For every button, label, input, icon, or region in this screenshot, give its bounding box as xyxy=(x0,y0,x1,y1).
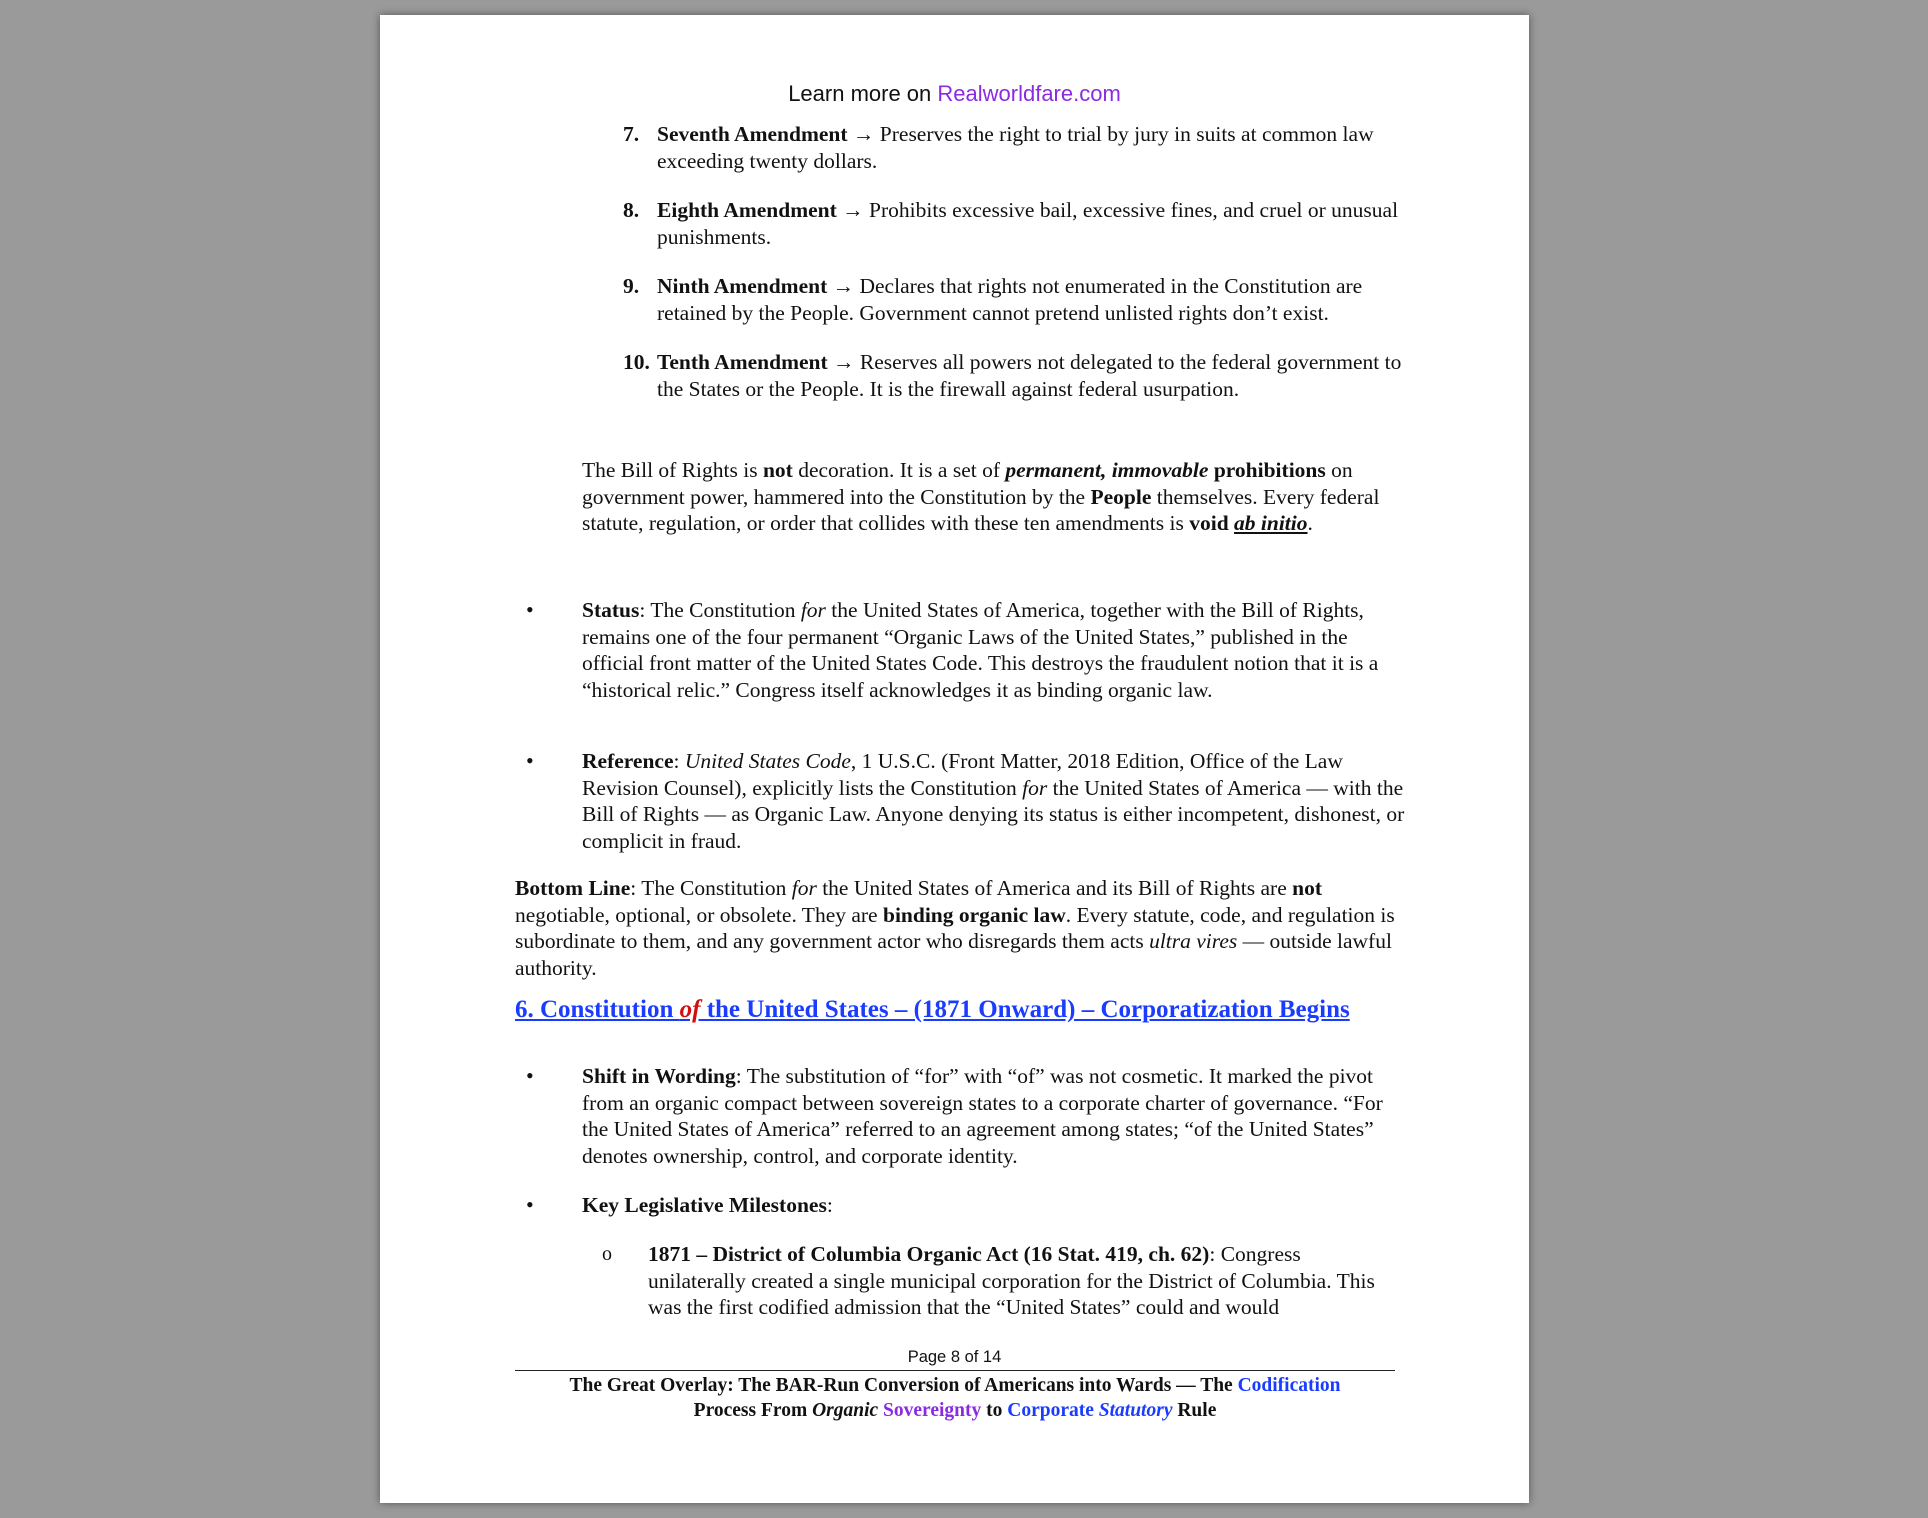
item-text: Declares that rights not enumerated in the Constitution are retained by the People. Government cannot pretend unlisted rights don’t exist. xyxy=(657,274,1363,325)
bold-run: not xyxy=(1292,876,1323,900)
text-run: : The substitution of “for” with “of” was not cosmetic. It marked the pivot from an organic compact between sovereign states to a corporate charter of governance. “For the United States of America” referred to an agreement among states; “of the United States” denotes ownership, control, and corporate identity. xyxy=(582,1064,1383,1168)
text-run: : The Constitution xyxy=(639,598,801,622)
bold-run: not xyxy=(762,458,793,482)
bullet-body xyxy=(582,1192,1407,1219)
text-run: the United States of America and its Bill of Rights are xyxy=(816,876,1293,900)
bullet-body xyxy=(582,1063,1407,1169)
bill-of-rights-paragraph xyxy=(582,457,1407,537)
site-link[interactable]: Realworldfare.com xyxy=(937,81,1121,106)
bold-run: void xyxy=(1189,511,1229,535)
sub-bullet-icon: o xyxy=(602,1243,612,1265)
status-bullet xyxy=(526,597,1407,703)
sub-bullet-body xyxy=(648,1241,1402,1321)
text-run: on government power, hammered into the Constitution by the xyxy=(582,458,1353,509)
item-title: Ninth Amendment xyxy=(657,274,828,298)
italic-run: ultra vires xyxy=(1149,929,1238,953)
item-number: 7. xyxy=(623,122,640,146)
item-number: 8. xyxy=(623,198,640,222)
bullet-icon: • xyxy=(526,1063,534,1088)
item-body xyxy=(657,273,1403,326)
bold-run: binding organic law xyxy=(882,902,1066,927)
arrow-icon: → xyxy=(833,350,855,374)
text-run: . Every statute, code, and regulation is subordinate to them, and any government actor who disregards them acts xyxy=(515,902,1395,953)
text-run: Process From xyxy=(693,1399,813,1421)
text-run: , 1 U.S.C. (Front Matter, 2018 Edition, Office of the Law Revision Counsel), explicitly lists the Constitution xyxy=(582,749,1343,800)
text-run: the United States of America, together with the Bill of Rights, remains one of the four permanent “Organic Laws of the United States,” published in the official front matter of the United States Code. This destroys the fraudulent notion that it is a “historical relic.” Congress itself acknowledges it as binding organic law. xyxy=(582,598,1379,702)
text-run: The Bill of Rights is xyxy=(582,458,763,482)
bullet-body xyxy=(582,597,1407,703)
key-milestones-bullet xyxy=(526,1192,1407,1219)
bullet-icon: • xyxy=(526,1192,534,1217)
document-page xyxy=(380,15,1529,1503)
item-title: Eighth Amendment xyxy=(657,198,837,222)
heading-text: 6. Constitution xyxy=(515,996,680,1023)
page-number: Page 8 of 14 xyxy=(907,1348,1002,1366)
amendment-item-9 xyxy=(623,273,1403,326)
bold-italic-run: permanent, immovable xyxy=(1005,458,1209,482)
shift-in-wording-bullet xyxy=(526,1063,1407,1169)
bullet-icon: • xyxy=(526,597,534,622)
bullet-icon: • xyxy=(526,748,534,773)
arrow-icon: → xyxy=(842,198,864,222)
arrow-icon: → xyxy=(852,122,875,146)
text-run: Rule xyxy=(1172,1399,1217,1421)
italic-run: United States Code xyxy=(684,749,851,773)
amendment-item-10 xyxy=(623,349,1403,402)
item-text: Prohibits excessive bail, excessive fines, and cruel or unusual punishments. xyxy=(657,198,1399,249)
bullet-label: Key Legislative Milestones xyxy=(582,1193,827,1217)
item-number: 9. xyxy=(623,274,640,298)
item-number: 10. xyxy=(623,350,650,374)
italic-run: for xyxy=(791,876,817,900)
heading-of-emphasis: of xyxy=(679,996,701,1023)
bullet-label: Status xyxy=(582,598,640,622)
text-run: The Great Overlay: The BAR-Run Conversion of Americans into Wards — The xyxy=(569,1375,1238,1396)
text-run: themselves. Every federal statute, regulation, or order that collides with these ten amendments is xyxy=(582,484,1380,535)
milestone-label: 1871 – District of Columbia Organic Act (16 Stat. 419, ch. 62) xyxy=(648,1242,1210,1266)
item-text: Preserves the right to trial by jury in suits at common law exceeding twenty dollars. xyxy=(657,122,1374,173)
bold-run: People xyxy=(1090,484,1152,509)
item-text: Reserves all powers not delegated to the federal government to the States or the People. It is the firewall against federal usurpation. xyxy=(657,350,1402,401)
text-run: to xyxy=(981,1399,1008,1421)
item-title: Seventh Amendment xyxy=(657,122,848,146)
footer-title xyxy=(515,1374,1395,1423)
bullet-body xyxy=(582,748,1407,854)
highlight-statutory: Statutory xyxy=(1098,1399,1173,1421)
footer-divider xyxy=(515,1370,1395,1371)
amendment-item-8 xyxy=(623,197,1403,250)
text-run: negotiable, optional, or obsolete. They are xyxy=(515,902,883,927)
text-run: : The Constitution xyxy=(630,876,792,900)
text-run: the United States of America — with the Bill of Rights — as Organic Law. Anyone denying its status is either incompetent, dishonest, or complicit in fraud. xyxy=(582,775,1405,853)
item-body xyxy=(657,349,1403,402)
italic-run: Organic xyxy=(812,1399,879,1421)
highlight-codification: Codification xyxy=(1237,1375,1341,1396)
text-run: . xyxy=(1307,511,1313,535)
italic-run: for xyxy=(800,598,826,622)
reference-bullet xyxy=(526,748,1407,854)
text-run: : Congress unilaterally created a single municipal corporation for the District of Columbia. This was the first codified admission that the “United States” could and would xyxy=(648,1242,1375,1319)
ab-initio-term: ab initio xyxy=(1234,511,1308,535)
text-run: — outside lawful authority. xyxy=(515,929,1392,980)
bullet-label: Reference xyxy=(582,749,674,773)
italic-run: for xyxy=(1022,775,1048,800)
milestone-1871-item xyxy=(602,1241,1402,1321)
text-run: decoration. It is a set of xyxy=(792,458,1006,482)
bullet-label: Shift in Wording xyxy=(582,1064,736,1088)
bold-run: prohibitions xyxy=(1213,458,1326,482)
amendment-item-7 xyxy=(623,121,1403,174)
header-prefix: Learn more on xyxy=(788,81,938,106)
bottom-line-label: Bottom Line xyxy=(515,876,631,900)
page-header xyxy=(380,81,1529,107)
highlight-corporate: Corporate xyxy=(1007,1399,1094,1421)
arrow-icon: → xyxy=(832,274,855,298)
bottom-line-paragraph xyxy=(515,875,1411,981)
item-body xyxy=(657,197,1403,250)
heading-text: the United States – (1871 Onward) – Corporatization Begins xyxy=(700,996,1350,1023)
text-run: : xyxy=(673,749,685,773)
item-title: Tenth Amendment xyxy=(657,350,828,374)
text-run: : xyxy=(826,1193,833,1217)
item-body xyxy=(657,121,1403,174)
highlight-sovereignty: Sovereignty xyxy=(883,1399,982,1421)
section-6-heading[interactable] xyxy=(515,996,1415,1024)
